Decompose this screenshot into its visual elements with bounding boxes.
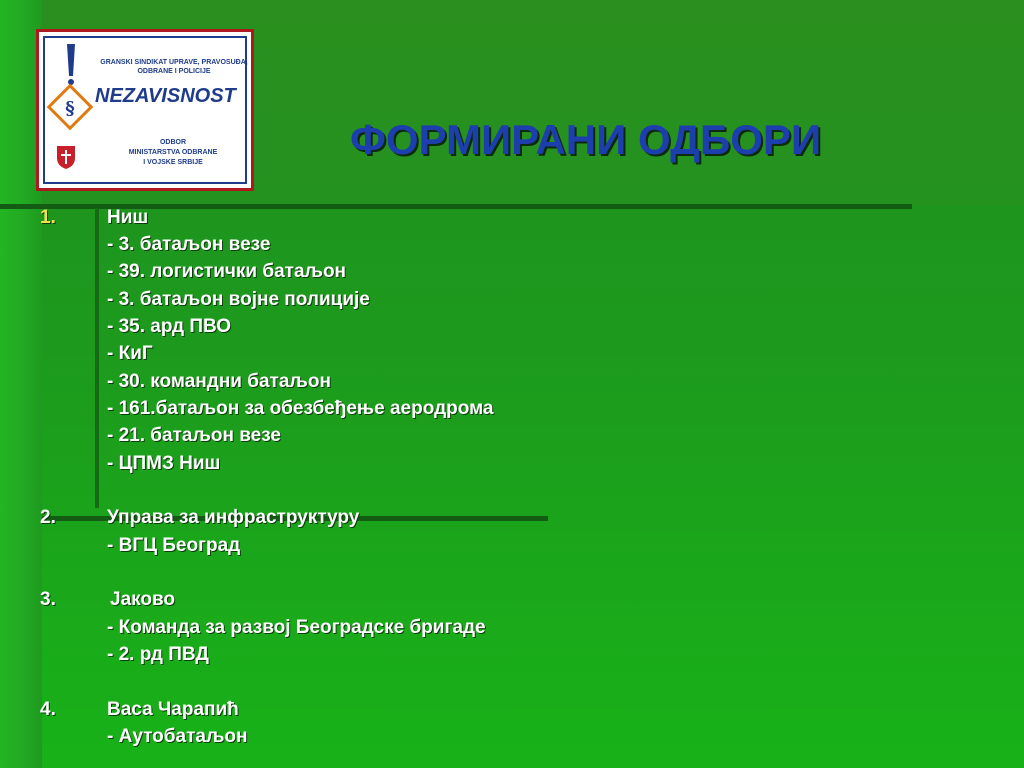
- list-heading: Управа за инфраструктуру: [107, 507, 360, 528]
- list-item: - 161.батаљон за обезбеђење аеродрома: [107, 398, 494, 419]
- list-item: - Команда за развој Београдске бригаде: [107, 617, 486, 638]
- logo-brand-name: NEZAVISNOST: [95, 85, 236, 107]
- list-item: - 3. батаљон војне полиције: [107, 289, 370, 310]
- list-item: - ЦПМЗ Ниш: [107, 453, 221, 474]
- list-item: - Аутобатаљон: [107, 726, 248, 747]
- logo-bottom-line-3: I VOJSKE SRBIJE: [143, 159, 203, 166]
- list-heading: Васа Чарапић: [107, 699, 239, 720]
- list-item: - 2. рд ПВД: [107, 644, 209, 665]
- list-item: - 35. ард ПВО: [107, 316, 232, 337]
- list-number: 3.: [40, 589, 56, 610]
- quill-icon: [45, 38, 101, 148]
- slide-title: ФОРМИРАНИ ОДБОРИ: [350, 116, 822, 163]
- list-number: 1.: [40, 207, 56, 228]
- list-heading: Јаково: [110, 589, 176, 610]
- list-item: - 3. батаљон везе: [107, 234, 271, 255]
- logo-bottom-text: [103, 138, 243, 168]
- list-item: - 39. логистички батаљон: [107, 261, 347, 282]
- union-logo: [36, 29, 254, 191]
- list-item: - ВГЦ Београд: [107, 535, 241, 556]
- list-item: - 21. батаљон везе: [107, 425, 281, 446]
- list-heading: Ниш: [107, 207, 149, 228]
- vertical-divider: [95, 208, 99, 508]
- coat-of-arms-icon: [55, 144, 77, 170]
- list-item: - КиГ: [107, 343, 153, 364]
- logo-top-text: GRANSKI SINDIKAT UPRAVE, PRAVOSUĐA, ODBRANE I POLICIJE: [100, 59, 248, 75]
- list-number: 4.: [40, 699, 56, 720]
- logo-bottom-line-2: MINISTARSTVA ODBRANE: [128, 149, 218, 156]
- logo-bottom-line-1: ODBOR: [159, 139, 187, 146]
- list-number: 2.: [40, 507, 56, 528]
- svg-text:§: §: [65, 98, 75, 119]
- list-item: - 30. командни батаљон: [107, 371, 331, 392]
